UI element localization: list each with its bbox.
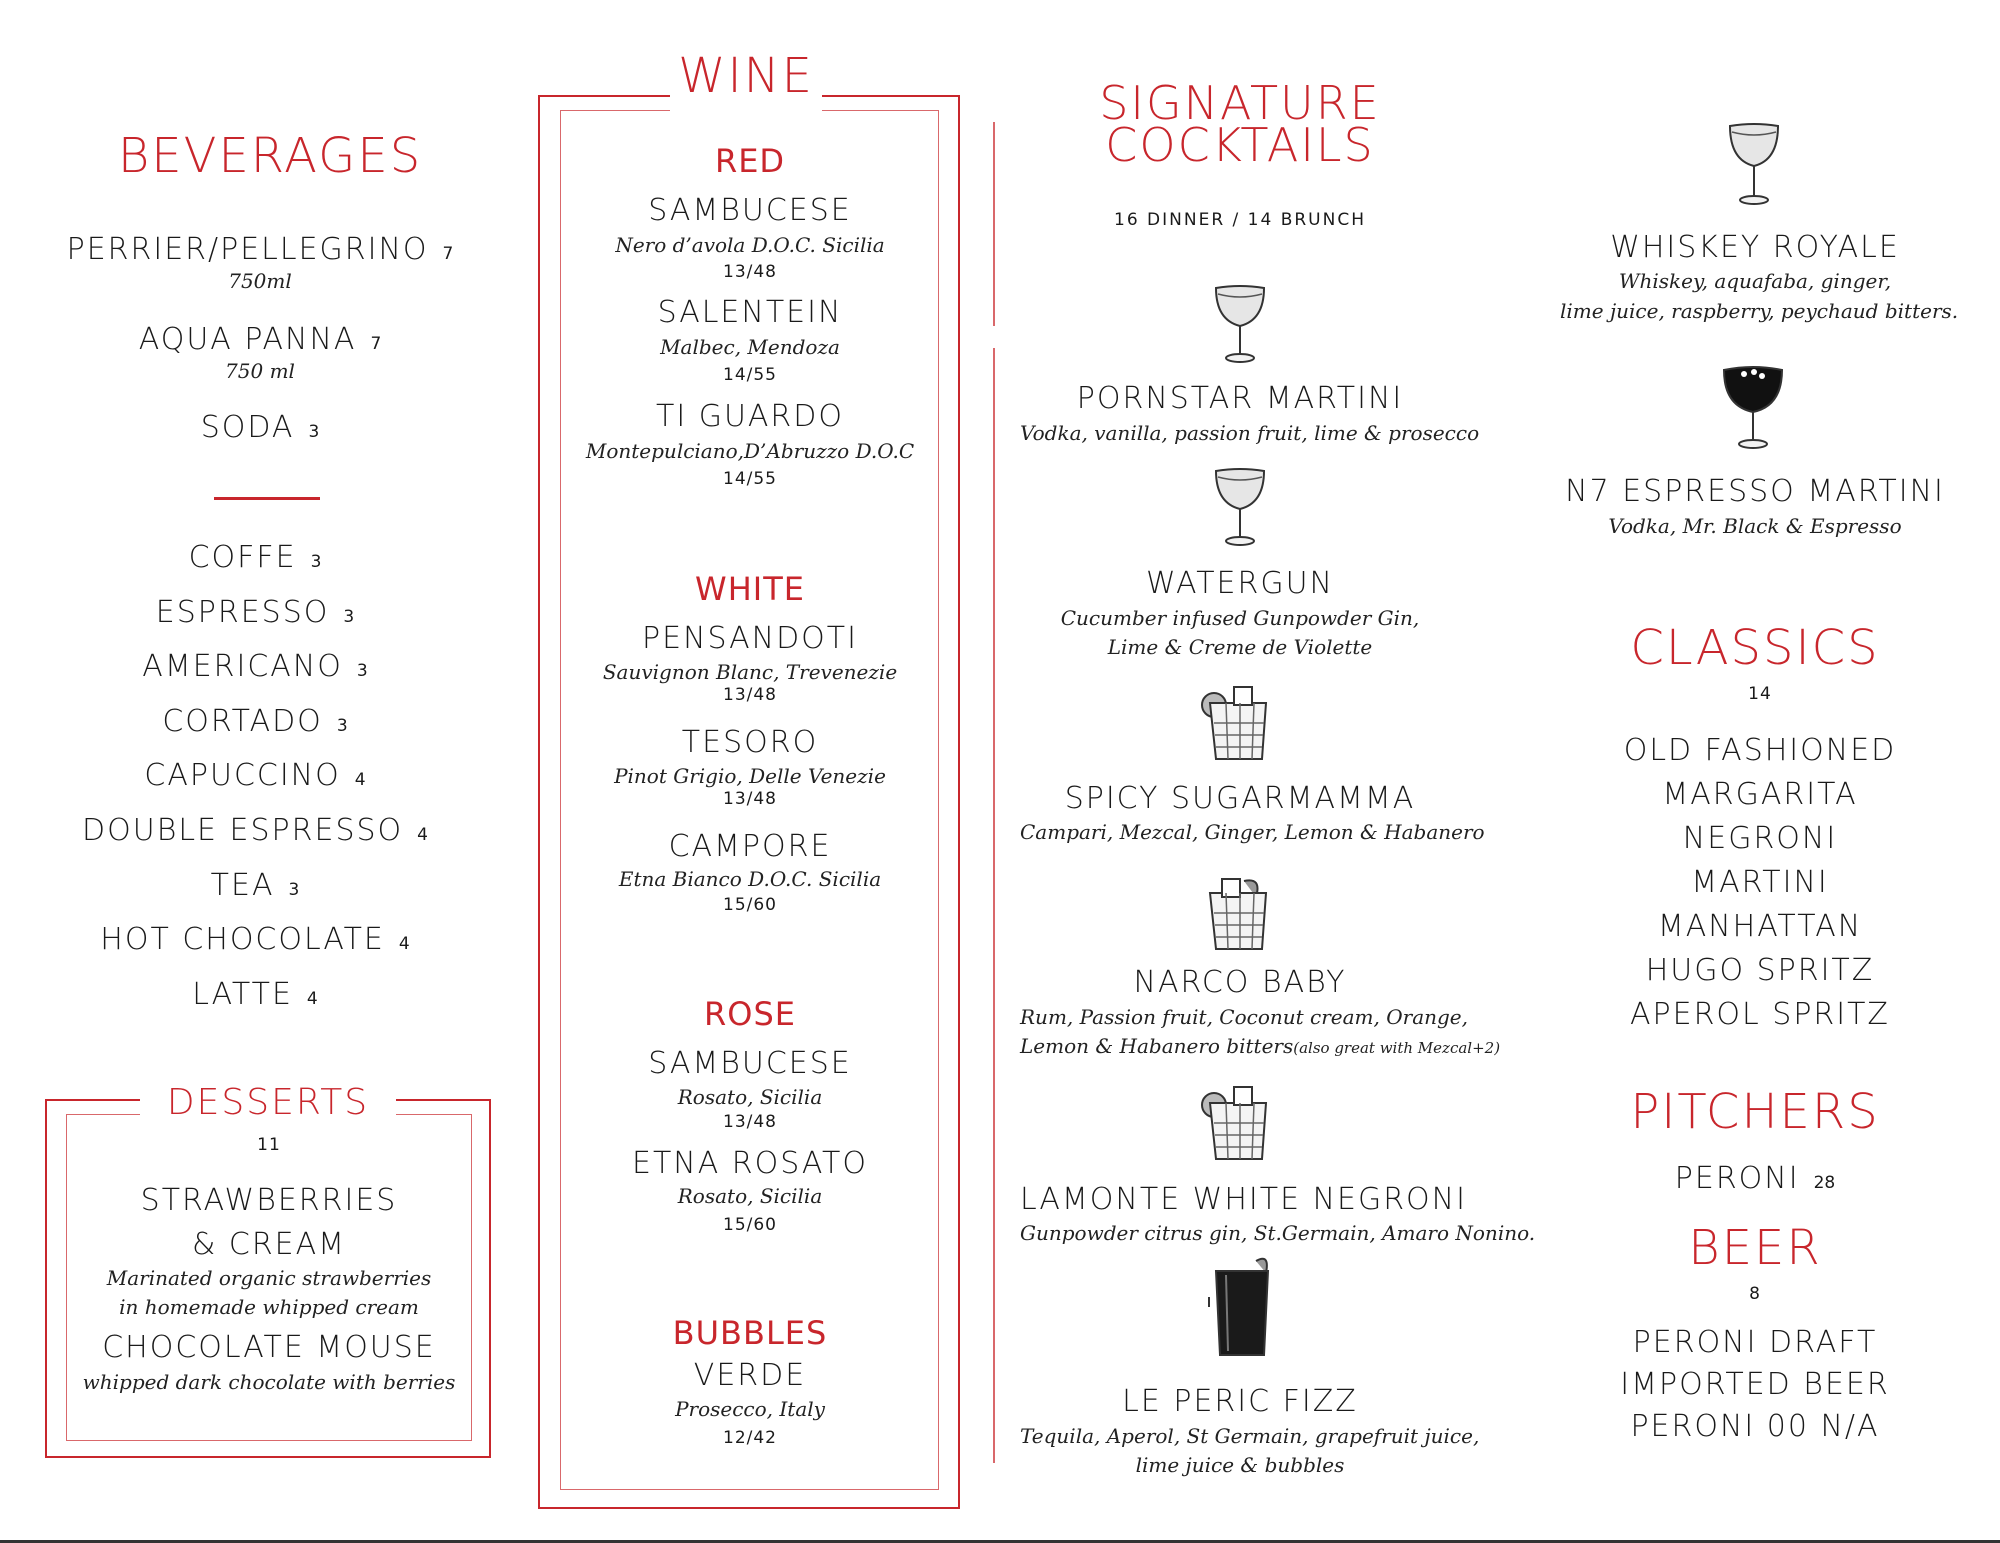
menu-item: AMERICANO 3: [142, 649, 368, 684]
classics-title: CLASSICS: [1630, 620, 1880, 676]
cocktail-desc: lime juice & bubbles: [1135, 1453, 1345, 1477]
wine-desc: Pinot Grigio, Delle Venezie: [614, 764, 886, 788]
menu-item: SODA 3: [200, 410, 320, 445]
wine-price: 14/55: [723, 469, 777, 489]
menu-item: ESPRESSO 3: [155, 595, 355, 630]
dessert-desc: whipped dark chocolate with berries: [82, 1370, 456, 1394]
signature-list: [1020, 0, 1536, 1500]
wine-white-title: WHITE: [695, 570, 805, 608]
desserts-price: 11: [257, 1135, 281, 1155]
classic-item: MANHATTAN: [1657, 909, 1863, 944]
item-size: 750 ml: [225, 359, 295, 383]
wine-price: 13/48: [723, 789, 777, 809]
menu-item: CORTADO 3: [162, 704, 348, 739]
wine-price: 12/42: [723, 1428, 777, 1448]
wine-desc: Nero d’avola D.O.C. Sicilia: [615, 233, 885, 257]
cocktail-desc: Campari, Mezcal, Ginger, Lemon & Habanero: [1020, 820, 1485, 844]
column-divider: [993, 348, 995, 1463]
cocktail-name: N7 ESPRESSO MARTINI: [1565, 474, 1945, 509]
wine-price: 13/48: [723, 262, 777, 282]
item-size: 750ml: [228, 269, 292, 293]
wine-rose-title: ROSE: [704, 995, 796, 1033]
dessert-name: CHOCOLATE MOUSE: [102, 1330, 436, 1365]
cocktail-name: SPICY SUGARMAMMA: [1064, 781, 1416, 816]
cocktail-name: WATERGUN: [1146, 566, 1334, 601]
menu-item: PERRIER/PELLEGRINO 7: [66, 232, 454, 267]
wine-name: SALENTEIN: [657, 295, 843, 330]
wine-desc: Montepulciano,D’Abruzzo D.O.C: [585, 439, 915, 463]
wine-price: 15/60: [723, 1215, 777, 1235]
cocktail-desc: Whiskey, aquafaba, ginger,: [1618, 269, 1892, 293]
wine-desc: Malbec, Mendoza: [660, 335, 840, 359]
wine-name: TESORO: [681, 725, 819, 760]
wine-desc: Rosato, Sicilia: [677, 1184, 823, 1208]
dessert-name: STRAWBERRIES: [140, 1183, 398, 1218]
wine-title: WINE: [678, 48, 814, 104]
menu-item: LATTE 4: [192, 977, 318, 1012]
wine-name: CAMPORE: [668, 829, 832, 864]
wine-price: 13/48: [723, 685, 777, 705]
beverages-title: BEVERAGES: [117, 128, 423, 184]
menu-item: COFFE 3: [188, 540, 322, 575]
wine-name: PENSANDOTI: [642, 621, 858, 656]
wine-name: SAMBUCESE: [648, 193, 852, 228]
menu-item: AQUA PANNA 7: [138, 322, 382, 357]
cocktail-desc: Lime & Creme de Violette: [1107, 635, 1373, 659]
wine-name: ETNA ROSATO: [632, 1146, 868, 1181]
cocktail-name: WHISKEY ROYALE: [1610, 230, 1900, 265]
cocktail-name: LAMONTE WHITE NEGRONI: [1020, 1182, 1467, 1217]
beer-item: IMPORTED BEER: [1620, 1367, 1890, 1402]
wine-bubbles-title: BUBBLES: [672, 1314, 828, 1352]
menu-item: CAPUCCINO 4: [144, 758, 366, 793]
signature-title: SIGNATURE: [1099, 76, 1381, 130]
beer-list: [1600, 0, 1910, 1460]
column-divider: [993, 122, 995, 326]
wine-desc: Etna Bianco D.O.C. Sicilia: [618, 867, 882, 891]
beer-price: 8: [1749, 1284, 1761, 1304]
cocktail-name: PORNSTAR MARTINI: [1076, 381, 1404, 416]
dessert-desc: in homemade whipped cream: [119, 1295, 419, 1319]
classic-item: HUGO SPRITZ: [1645, 953, 1875, 988]
menu-item: HOT CHOCOLATE 4: [100, 922, 410, 957]
classic-item: MARTINI: [1691, 865, 1829, 900]
cocktail-desc: Vodka, vanilla, passion fruit, lime & prosecco: [1020, 421, 1480, 445]
wine-list: [562, 0, 938, 1480]
beer-title: BEER: [1688, 1220, 1822, 1276]
cocktail-desc: lime juice, raspberry, peychaud bitters.: [1560, 299, 1959, 323]
wine-name: SAMBUCESE: [648, 1046, 852, 1081]
wine-desc: Sauvignon Blanc, Trevenezie: [602, 660, 898, 684]
cocktail-desc: Vodka, Mr. Black & Espresso: [1608, 514, 1902, 538]
cocktail-desc: Lemon & Habanero bitters(also great with Mezcal+2): [1020, 1034, 1501, 1058]
classic-item: NEGRONI: [1682, 821, 1838, 856]
menu-item: PERONI 28: [1674, 1161, 1836, 1196]
classic-item: MARGARITA: [1662, 777, 1858, 812]
cocktail-desc: Cucumber infused Gunpowder Gin,: [1060, 606, 1420, 630]
wine-price: 15/60: [723, 895, 777, 915]
desserts-list: [68, 0, 470, 1440]
wine-price: 13/48: [723, 1112, 777, 1132]
cocktail-desc: Tequila, Aperol, St Germain, grapefruit juice,: [1020, 1424, 1480, 1448]
cocktail-name: NARCO BABY: [1133, 965, 1347, 1000]
menu-item: TEA 3: [210, 868, 300, 903]
wine-name: TI GUARDO: [656, 399, 844, 434]
menu-item: DOUBLE ESPRESSO 4: [82, 813, 428, 848]
pitchers-title: PITCHERS: [1630, 1084, 1880, 1140]
classic-item: OLD FASHIONED: [1623, 733, 1897, 768]
dessert-name: & CREAM: [191, 1227, 347, 1262]
signature-title: COCKTAILS: [1105, 118, 1375, 172]
desserts-title: DESSERTS: [166, 1082, 370, 1123]
wine-name: VERDE: [693, 1358, 807, 1393]
beer-item: PERONI DRAFT: [1632, 1325, 1878, 1360]
cocktail-desc: Gunpowder citrus gin, St.Germain, Amaro Nonino.: [1020, 1221, 1536, 1245]
wine-desc: Prosecco, Italy: [675, 1397, 825, 1421]
classic-item: APEROL SPRITZ: [1630, 997, 1890, 1032]
cocktail-desc: Rum, Passion fruit, Coconut cream, Orange,: [1020, 1005, 1468, 1029]
wine-desc: Rosato, Sicilia: [677, 1085, 823, 1109]
classics-price: 14: [1748, 684, 1772, 704]
dessert-desc: Marinated organic strawberries: [106, 1266, 432, 1290]
cocktail-name: LE PERIC FIZZ: [1122, 1384, 1358, 1419]
wine-price: 14/55: [723, 365, 777, 385]
signature-pricing: 16 DINNER / 14 BRUNCH: [1114, 210, 1366, 230]
beer-item: PERONI 00 N/A: [1630, 1409, 1880, 1444]
wine-red-title: RED: [714, 142, 786, 180]
